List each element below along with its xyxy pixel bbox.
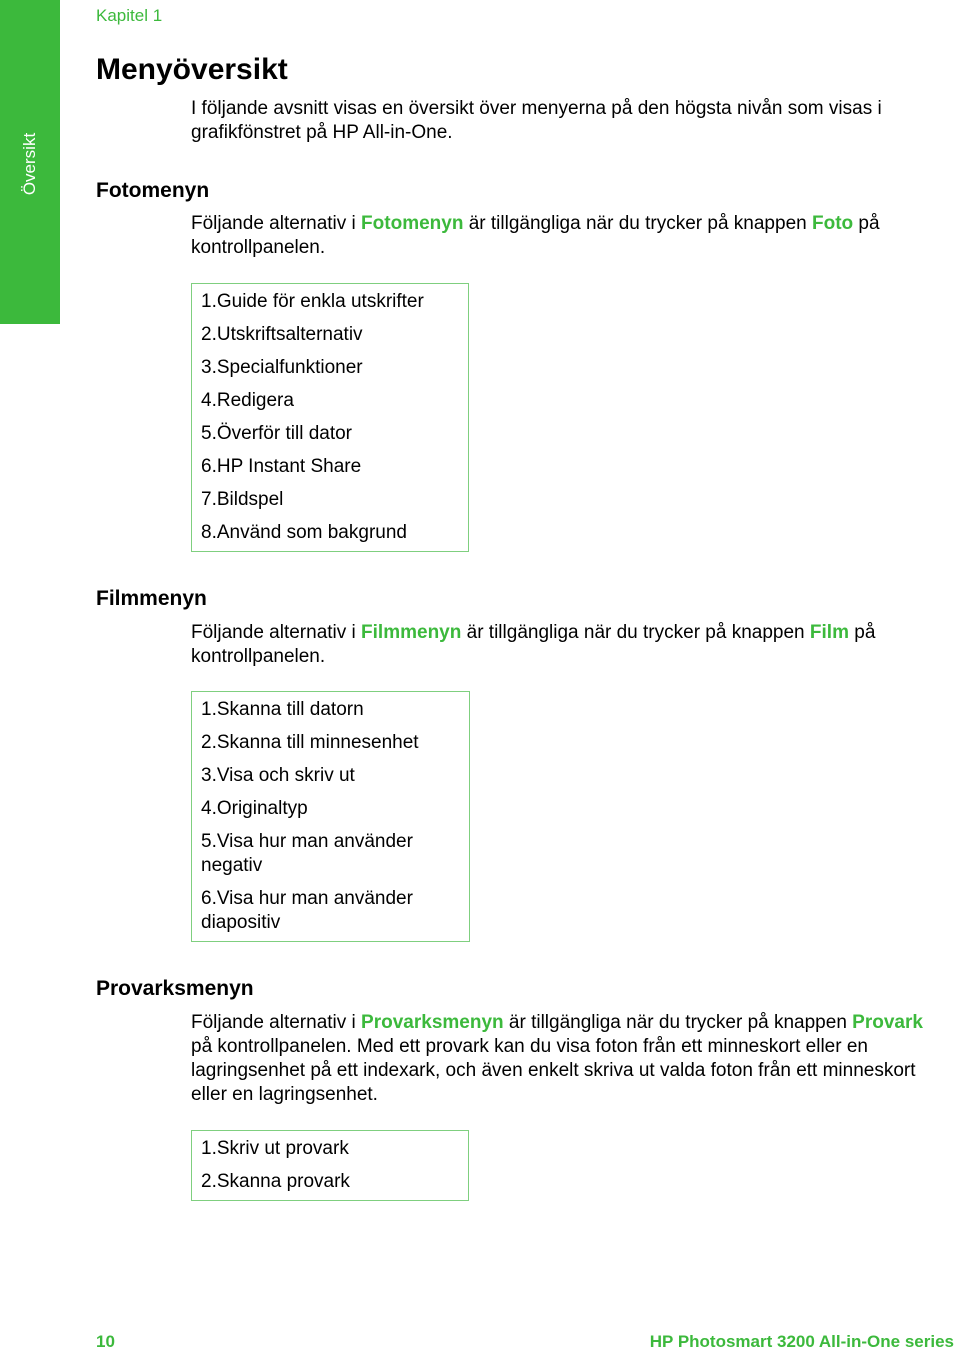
menu-item: 1.Skanna till datorn (201, 699, 364, 720)
section-paragraph-provarksmenyn: Följande alternativ i Provarksmenyn är tillgängliga när du trycker på knappen Provark på kontrollpanelen. Med ett provark kan du visa foton från ett minneskort eller en lagringsenhet på ett indexark, och även enkelt skriva ut valda foton från ett minneskort eller en lagringsenhet. (191, 1012, 923, 1105)
section-paragraph-fotomenyn: Följande alternativ i Fotomenyn är tillgängliga när du trycker på knappen Foto på kontrollpanelen. (191, 213, 880, 258)
menu-item: 5.Överför till dator (201, 423, 352, 444)
menu-item: 8.Använd som bakgrund (201, 522, 407, 543)
menu-item: 5.Visa hur man använder negativ (201, 831, 413, 876)
menu-item: 4.Redigera (201, 390, 294, 411)
menu-box-filmmenyn (191, 691, 470, 942)
menu-box-provarksmenyn (191, 1130, 469, 1201)
menu-item: 6.Visa hur man använder diapositiv (201, 888, 413, 933)
menu-item: 7.Bildspel (201, 489, 284, 510)
chapter-label: Kapitel 1 (96, 6, 163, 25)
section-paragraph-filmmenyn: Följande alternativ i Filmmenyn är tillgängliga när du trycker på knappen Film på kontrollpanelen. (191, 622, 876, 667)
menu-name-highlight: Fotomenyn (361, 213, 464, 234)
page-title: Menyöversikt (96, 53, 288, 86)
menu-name-highlight: Filmmenyn (361, 622, 462, 643)
menu-item: 1.Skriv ut provark (201, 1138, 349, 1159)
menu-item: 2.Skanna till minnesenhet (201, 732, 419, 753)
menu-item: 3.Visa och skriv ut (201, 765, 355, 786)
menu-item: 2.Utskriftsalternativ (201, 324, 363, 345)
button-name-highlight: Film (809, 622, 849, 643)
side-tab-label: Översikt (20, 132, 39, 196)
section-heading-provarksmenyn: Provarksmenyn (96, 977, 254, 1000)
menu-item: 2.Skanna provark (201, 1171, 350, 1192)
menu-name-highlight: Provarksmenyn (361, 1012, 504, 1033)
button-name-highlight: Provark (852, 1012, 923, 1033)
menu-box-fotomenyn (191, 283, 469, 552)
menu-item: 1.Guide för enkla utskrifter (201, 291, 424, 312)
menu-item: 6.HP Instant Share (201, 456, 362, 477)
menu-item: 3.Specialfunktioner (201, 357, 363, 378)
section-heading-filmmenyn: Filmmenyn (96, 587, 207, 610)
intro-paragraph: I följande avsnitt visas en översikt över menyerna på den högsta nivån som visas i grafikfönstret på HP All-in-One. (191, 98, 882, 143)
side-tab (0, 0, 60, 324)
page-number: 10 (96, 1332, 115, 1351)
menu-item: 4.Originaltyp (201, 798, 308, 819)
button-name-highlight: Foto (811, 213, 854, 234)
footer-product-title: HP Photosmart 3200 All-in-One series (649, 1332, 954, 1351)
section-heading-fotomenyn: Fotomenyn (96, 179, 210, 202)
